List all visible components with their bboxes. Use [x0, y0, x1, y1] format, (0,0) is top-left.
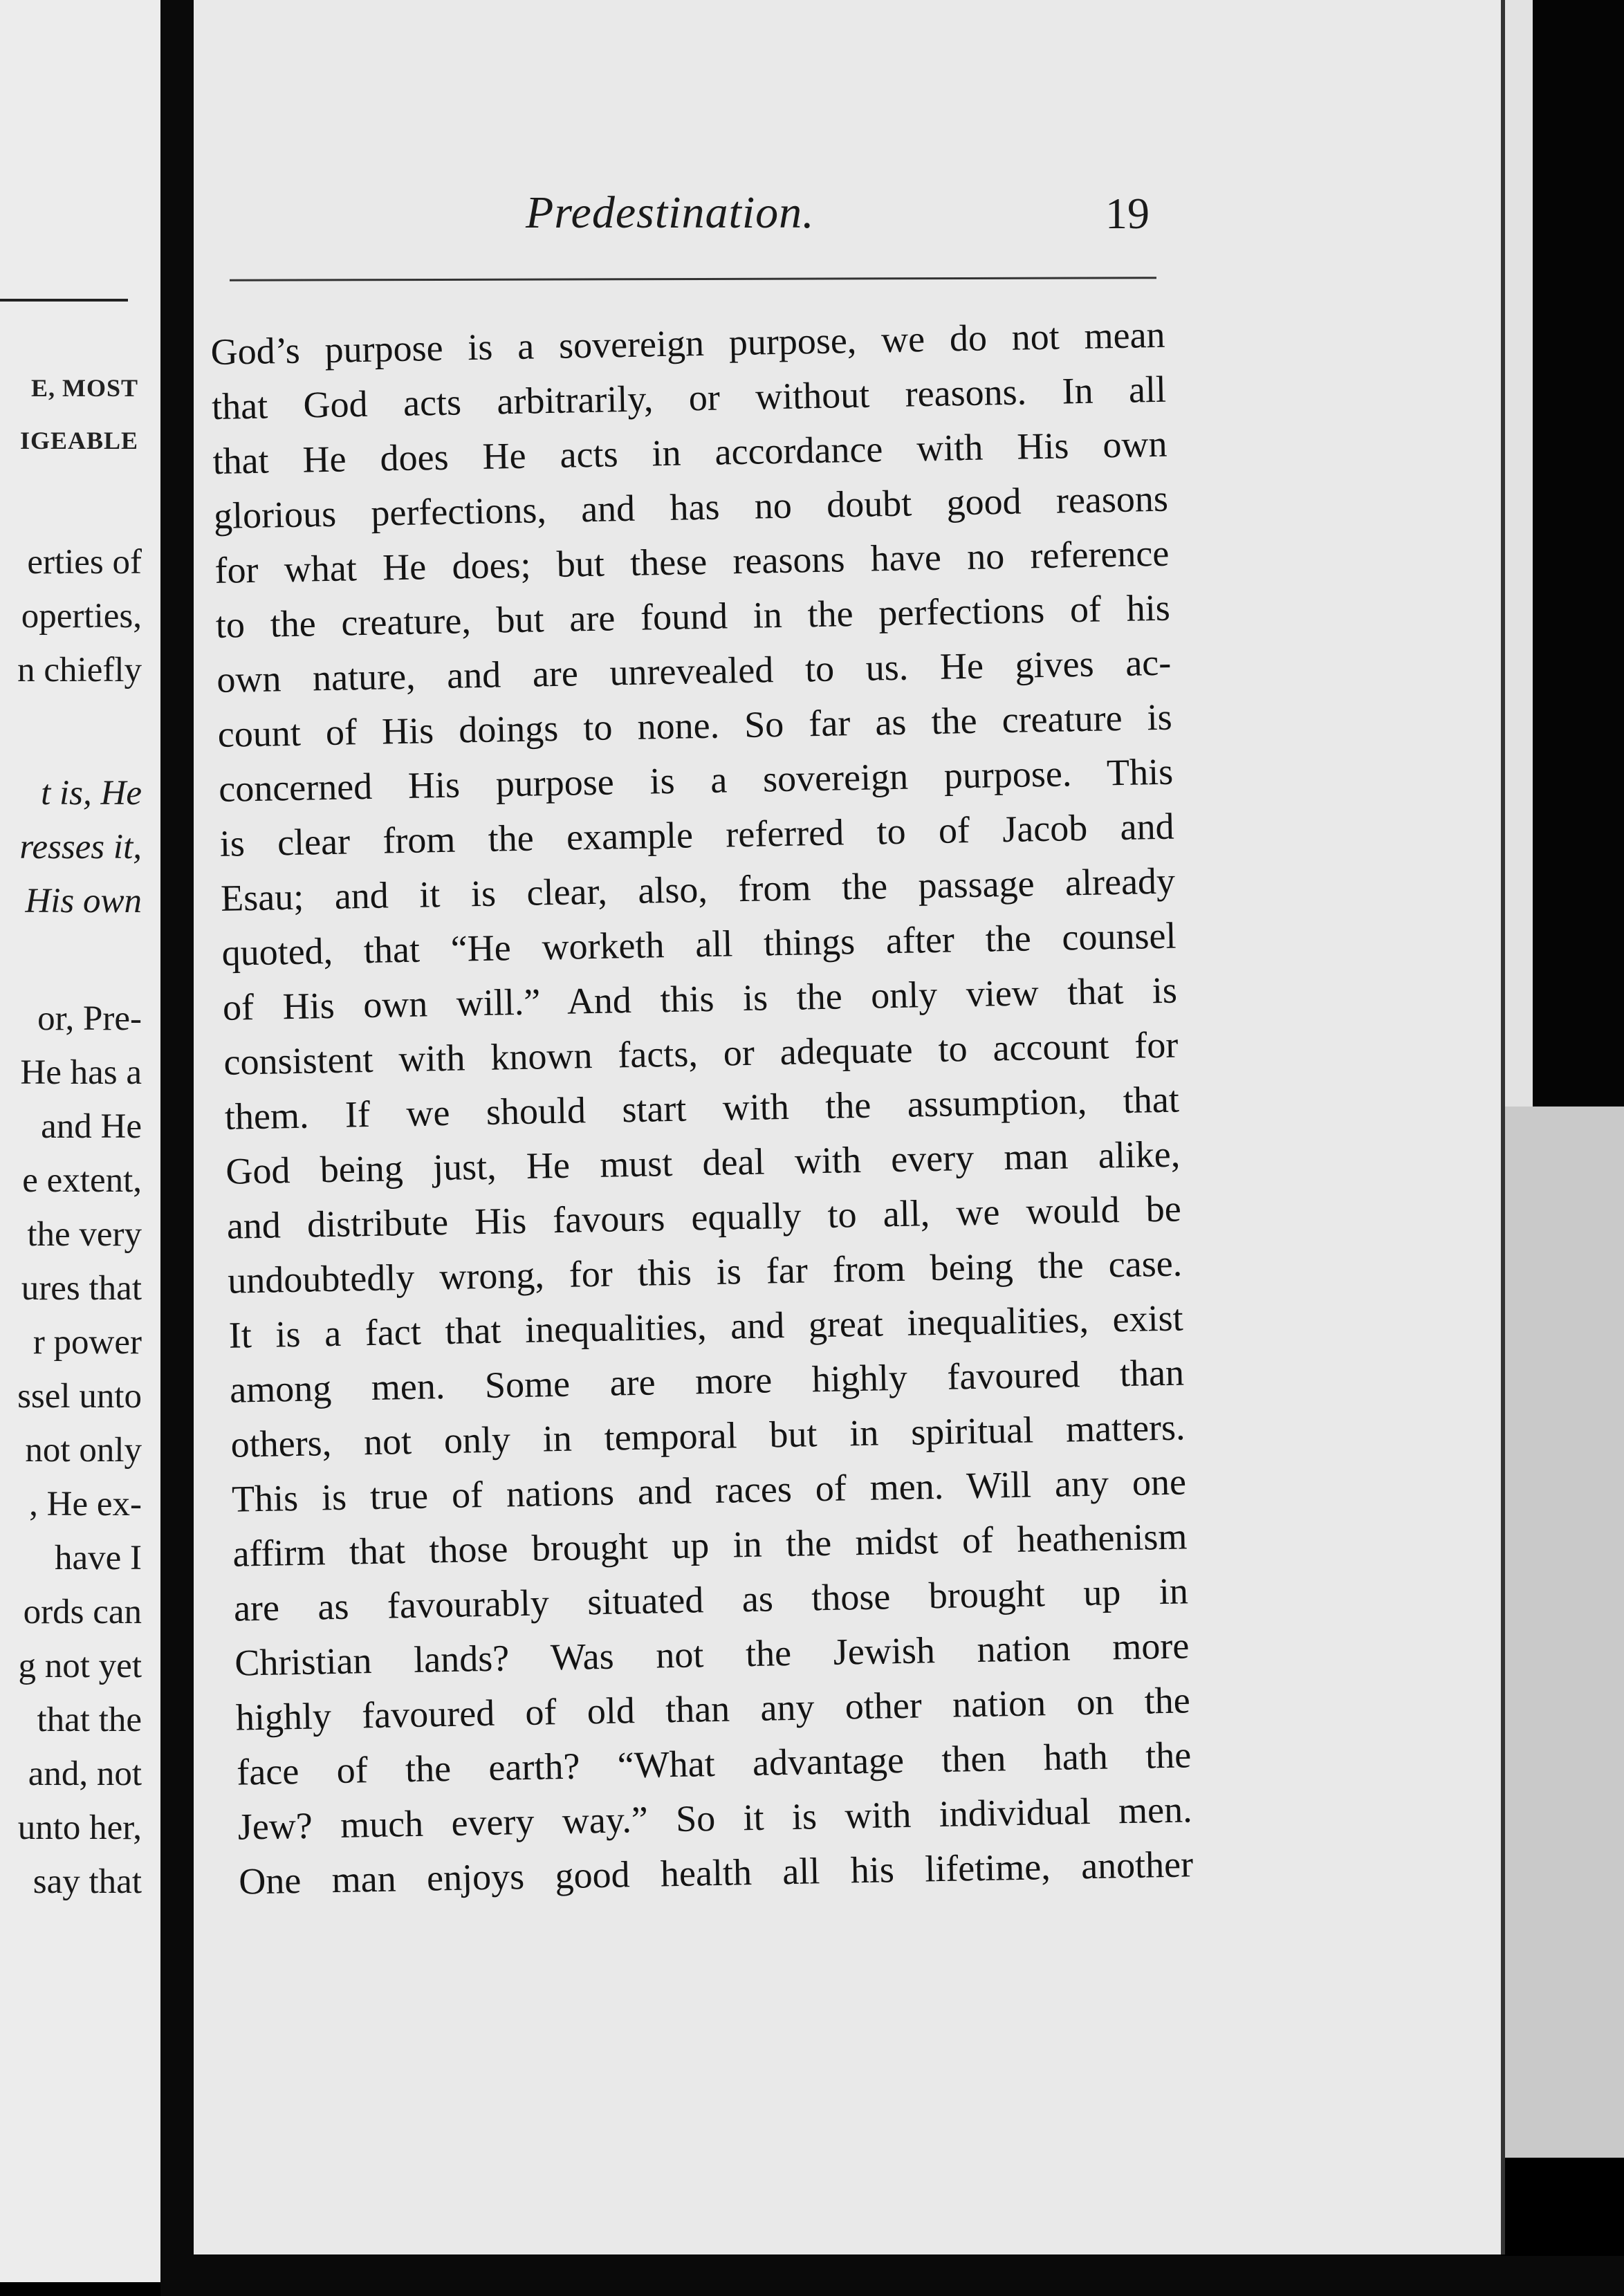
previous-page-heading-line: IGEABLE	[19, 427, 138, 454]
previous-page-line: and, not	[28, 1755, 142, 1793]
previous-page-fragment	[0, 0, 160, 2282]
previous-page-line: t is, He	[41, 774, 142, 813]
text-line: and distribute His favours equally to all, we would be	[226, 1187, 1182, 1247]
text-line: own nature, and are unrevealed to us. He gives ac-	[216, 641, 1172, 701]
previous-page-line: g not yet	[18, 1647, 142, 1685]
text-line: One man enjoys good health all his lifetime, another	[238, 1843, 1194, 1902]
text-line: that He does He acts in accordance with His own	[212, 423, 1168, 482]
page-number: 19	[1105, 189, 1150, 238]
text-line: Esau; and it is clear, also, from the passage already	[220, 860, 1176, 919]
text-line: to the creature, but are found in the perfections of his	[215, 586, 1171, 646]
previous-page-line: He has a	[20, 1053, 142, 1092]
page-edge-lower	[1505, 1107, 1624, 2158]
previous-page-line: n chiefly	[17, 651, 142, 689]
text-line: affirm that those brought up in the midst of heathenism	[232, 1515, 1188, 1575]
text-line: is clear from the example referred to of Jacob and	[219, 805, 1175, 864]
previous-page-line: not only	[25, 1431, 142, 1470]
page-edge	[1505, 0, 1533, 1107]
text-line: consistent with known facts, or adequate to account for	[223, 1024, 1179, 1083]
previous-page-line: His own	[25, 882, 142, 920]
previous-page-line: and He	[41, 1107, 142, 1146]
scan-background	[1533, 0, 1624, 1107]
text-line: It is a fact that inequalities, and great inequalities, exist	[228, 1297, 1184, 1356]
text-line: God’s purpose is a sovereign purpose, we do not mean	[210, 313, 1166, 373]
previous-page-line: have I	[54, 1539, 142, 1577]
previous-page-line: e extent,	[22, 1161, 142, 1200]
text-line: face of the earth? “What advantage then hath the	[236, 1734, 1192, 1793]
previous-page-line: ssel unto	[17, 1377, 142, 1416]
text-line: that God acts arbitrarily, or without reasons. In all	[211, 368, 1167, 427]
text-line: highly favoured of old than any other nation on the	[235, 1679, 1191, 1739]
previous-page-line: erties of	[27, 543, 142, 582]
text-line: quoted, that “He worketh all things after the counsel	[221, 914, 1177, 974]
body-text	[210, 307, 1208, 1909]
book-gutter	[160, 0, 194, 2296]
previous-page-line: ures that	[21, 1269, 142, 1308]
text-line: God being just, He must deal with every man alike,	[225, 1133, 1181, 1192]
text-line: are as favourably situated as those brought up in	[233, 1570, 1189, 1629]
text-line: Jew? much every way.” So it is with individual men.	[237, 1788, 1193, 1848]
running-head: Predestination.	[526, 187, 815, 238]
previous-page-line: say that	[33, 1862, 142, 1901]
previous-page-line: the very	[27, 1215, 142, 1254]
text-line: them. If we should start with the assumption, that	[224, 1078, 1180, 1138]
text-line: among men. Some are more highly favoured than	[229, 1351, 1185, 1411]
text-line: Christian lands? Was not the Jewish nation more	[234, 1624, 1190, 1684]
text-line: concerned His purpose is a sovereign purpose. This	[218, 750, 1174, 810]
text-line: of His own will.” And this is the only view that is	[222, 969, 1178, 1028]
text-line: count of His doings to none. So far as the creature is	[217, 696, 1173, 755]
text-line: undoubtedly wrong, for this is far from being the case.	[227, 1242, 1183, 1302]
text-line: for what He does; but these reasons have no reference	[214, 532, 1170, 591]
text-line: others, not only in temporal but in spiritual matters.	[230, 1406, 1185, 1465]
previous-page-heading-line: E, MOST	[30, 374, 138, 402]
previous-page-rule	[0, 299, 128, 302]
previous-page-line: ords can	[23, 1593, 142, 1631]
scan-background-bottom	[194, 2256, 1624, 2296]
previous-page-line: that the	[37, 1701, 142, 1739]
previous-page-line: operties,	[21, 597, 142, 636]
previous-page-line: unto her,	[17, 1808, 142, 1847]
text-line: glorious perfections, and has no doubt good reasons	[213, 477, 1169, 537]
previous-page-line: , He ex-	[29, 1485, 142, 1524]
text-line: This is true of nations and races of men. Will any one	[231, 1461, 1187, 1520]
previous-page-line: or, Pre-	[37, 999, 142, 1038]
previous-page-line: r power	[33, 1323, 142, 1362]
previous-page-line: resses it,	[19, 828, 142, 867]
